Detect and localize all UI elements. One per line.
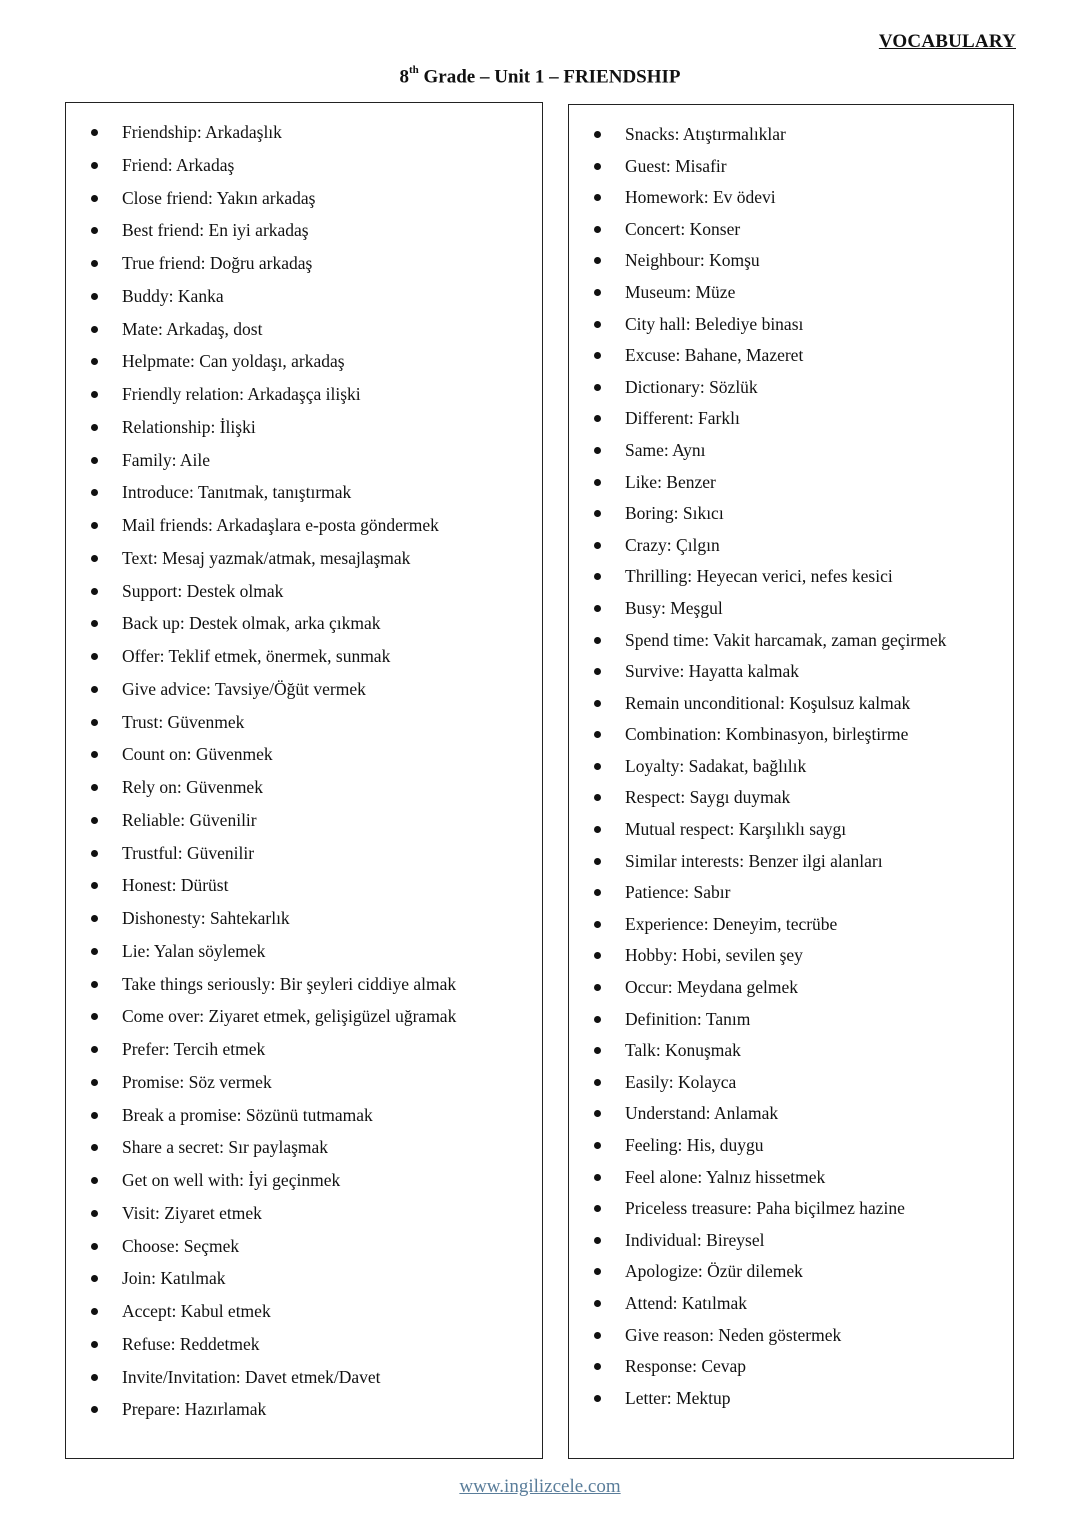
vocabulary-term: Understand: Anlamak bbox=[625, 1103, 779, 1124]
vocabulary-item bbox=[66, 873, 542, 906]
vocabulary-item bbox=[66, 742, 542, 775]
document-label: VOCABULARY bbox=[878, 31, 1016, 52]
bullet-icon bbox=[91, 326, 98, 333]
bullet-icon bbox=[91, 719, 98, 726]
vocabulary-term: Back up: Destek olmak, arka çıkmak bbox=[122, 613, 381, 634]
vocabulary-item bbox=[66, 1332, 542, 1365]
vocabulary-item bbox=[569, 1259, 1013, 1291]
vocabulary-term: Offer: Teklif etmek, önermek, sunmak bbox=[122, 646, 391, 666]
bullet-icon bbox=[594, 573, 601, 580]
vocabulary-item bbox=[66, 513, 542, 546]
vocabulary-item bbox=[66, 218, 542, 251]
vocabulary-term: Snacks: Atıştırmalıklar bbox=[625, 124, 786, 144]
bullet-icon bbox=[91, 948, 98, 955]
bullet-icon bbox=[594, 1268, 601, 1275]
vocabulary-term: Neighbour: Komşu bbox=[625, 250, 760, 271]
bullet-icon bbox=[594, 826, 601, 833]
page-title bbox=[0, 66, 1080, 88]
vocabulary-term: Invite/Invitation: Davet etmek/Davet bbox=[122, 1366, 381, 1387]
vocabulary-item bbox=[569, 596, 1013, 628]
vocabulary-term: Give advice: Tavsiye/Öğüt vermek bbox=[122, 678, 366, 699]
vocabulary-term: Guest: Misafir bbox=[625, 155, 727, 176]
bullet-icon bbox=[594, 1300, 601, 1307]
vocabulary-item bbox=[569, 1038, 1013, 1070]
bullet-icon bbox=[91, 522, 98, 529]
vocabulary-item bbox=[569, 248, 1013, 280]
vocabulary-item bbox=[569, 280, 1013, 312]
vocabulary-term: Relationship: İlişki bbox=[122, 416, 256, 437]
vocabulary-term: Text: Mesaj yazmak/atmak, mesajlaşmak bbox=[122, 547, 411, 568]
vocabulary-item bbox=[569, 501, 1013, 533]
vocabulary-term: Dishonesty: Sahtekarlık bbox=[122, 908, 290, 928]
bullet-icon bbox=[91, 1308, 98, 1315]
bullet-icon bbox=[91, 457, 98, 464]
vocabulary-term: Refuse: Reddetmek bbox=[122, 1333, 260, 1354]
vocabulary-item bbox=[66, 284, 542, 317]
vocabulary-item bbox=[569, 880, 1013, 912]
bullet-icon bbox=[91, 817, 98, 824]
vocabulary-item bbox=[66, 775, 542, 808]
vocabulary-item bbox=[66, 480, 542, 513]
vocabulary-item bbox=[569, 1386, 1013, 1418]
vocabulary-term: Prefer: Tercih etmek bbox=[122, 1039, 266, 1059]
vocabulary-item bbox=[569, 975, 1013, 1007]
vocabulary-term: Thrilling: Heyecan verici, nefes kesici bbox=[625, 566, 893, 587]
bullet-icon bbox=[91, 424, 98, 431]
bullet-icon bbox=[91, 653, 98, 660]
vocabulary-term: Visit: Ziyaret etmek bbox=[122, 1202, 262, 1223]
vocabulary-item bbox=[569, 533, 1013, 565]
vocabulary-item bbox=[66, 1365, 542, 1398]
bullet-icon bbox=[91, 1112, 98, 1119]
vocabulary-term: Mail friends: Arkadaşlara e-posta göndermek bbox=[122, 515, 439, 535]
bullet-icon bbox=[91, 620, 98, 627]
vocabulary-term: Museum: Müze bbox=[625, 281, 736, 302]
vocabulary-term: Experience: Deneyim, tecrübe bbox=[625, 913, 838, 934]
vocabulary-item bbox=[66, 415, 542, 448]
vocabulary-item bbox=[569, 375, 1013, 407]
bullet-icon bbox=[91, 784, 98, 791]
bullet-icon bbox=[91, 1144, 98, 1151]
bullet-icon bbox=[91, 1046, 98, 1053]
vocabulary-item bbox=[569, 817, 1013, 849]
title-grade-suffix: th bbox=[408, 64, 419, 76]
bullet-icon bbox=[91, 129, 98, 136]
bullet-icon bbox=[594, 447, 601, 454]
vocabulary-term: Different: Farklı bbox=[625, 408, 740, 429]
vocabulary-item bbox=[569, 754, 1013, 786]
vocabulary-item bbox=[569, 1196, 1013, 1228]
vocabulary-item bbox=[569, 217, 1013, 249]
bullet-icon bbox=[594, 763, 601, 770]
vocabulary-term: Individual: Bireysel bbox=[625, 1229, 765, 1250]
vocabulary-item bbox=[569, 943, 1013, 975]
bullet-icon bbox=[91, 1210, 98, 1217]
bullet-icon bbox=[91, 1177, 98, 1184]
vocabulary-term: Lie: Yalan söylemek bbox=[122, 940, 266, 961]
vocabulary-term: Introduce: Tanıtmak, tanıştırmak bbox=[122, 482, 352, 503]
bullet-icon bbox=[594, 1363, 601, 1370]
vocabulary-term: Occur: Meydana gelmek bbox=[625, 977, 798, 998]
bullet-icon bbox=[594, 194, 601, 201]
vocabulary-term: City hall: Belediye binası bbox=[625, 313, 804, 334]
vocabulary-item bbox=[66, 808, 542, 841]
bullet-icon bbox=[594, 858, 601, 865]
vocabulary-term: Letter: Mektup bbox=[625, 1387, 731, 1408]
bullet-icon bbox=[594, 952, 601, 959]
vocabulary-term: Homework: Ev ödevi bbox=[625, 187, 776, 208]
vocabulary-item bbox=[66, 1004, 542, 1037]
bullet-icon bbox=[594, 163, 601, 170]
vocabulary-item bbox=[66, 251, 542, 284]
bullet-icon bbox=[594, 321, 601, 328]
vocabulary-item bbox=[66, 382, 542, 415]
vocabulary-term: Definition: Tanım bbox=[625, 1008, 751, 1029]
vocabulary-item bbox=[66, 710, 542, 743]
title-rest: Grade – Unit 1 – FRIENDSHIP bbox=[418, 66, 681, 88]
vocabulary-term: Mutual respect: Karşılıklı saygı bbox=[625, 819, 847, 840]
bullet-icon bbox=[594, 1110, 601, 1117]
vocabulary-term: Take things seriously: Bir şeyleri ciddiye almak bbox=[122, 973, 457, 994]
vocabulary-term: Apologize: Özür dilemek bbox=[625, 1261, 803, 1282]
vocabulary-term: Join: Katılmak bbox=[122, 1268, 226, 1289]
vocabulary-term: Response: Cevap bbox=[625, 1356, 747, 1377]
bullet-icon bbox=[594, 984, 601, 991]
vocabulary-item bbox=[569, 438, 1013, 470]
bullet-icon bbox=[594, 668, 601, 675]
bullet-icon bbox=[91, 588, 98, 595]
vocabulary-item bbox=[66, 1135, 542, 1168]
vocabulary-item bbox=[569, 470, 1013, 502]
vocabulary-term: Excuse: Bahane, Mazeret bbox=[625, 345, 804, 366]
bullet-icon bbox=[91, 260, 98, 267]
bullet-icon bbox=[594, 1016, 601, 1023]
bullet-icon bbox=[594, 1047, 601, 1054]
vocabulary-item bbox=[66, 677, 542, 710]
vocabulary-item bbox=[66, 448, 542, 481]
bullet-icon bbox=[91, 293, 98, 300]
vocabulary-term: Reliable: Güvenilir bbox=[122, 809, 257, 830]
vocabulary-term: Attend: Katılmak bbox=[625, 1292, 747, 1313]
vocabulary-item bbox=[66, 1299, 542, 1332]
bullet-icon bbox=[91, 555, 98, 562]
bullet-icon bbox=[594, 542, 601, 549]
vocabulary-term: Spend time: Vakit harcamak, zaman geçirmek bbox=[625, 629, 947, 650]
bullet-icon bbox=[91, 751, 98, 758]
vocabulary-term: Priceless treasure: Paha biçilmez hazine bbox=[625, 1198, 905, 1219]
vocabulary-term: Prepare: Hazırlamak bbox=[122, 1399, 267, 1420]
vocabulary-term: Trust: Güvenmek bbox=[122, 711, 245, 732]
vocabulary-item bbox=[66, 972, 542, 1005]
vocabulary-item bbox=[66, 579, 542, 612]
vocabulary-term: Patience: Sabır bbox=[625, 882, 731, 903]
vocabulary-term: Talk: Konuşmak bbox=[625, 1040, 741, 1061]
vocabulary-item bbox=[66, 1397, 542, 1430]
vocabulary-term: Busy: Meşgul bbox=[625, 597, 723, 618]
vocabulary-term: Friend: Arkadaş bbox=[122, 154, 235, 175]
vocabulary-item bbox=[569, 691, 1013, 723]
title-grade-number: 8 bbox=[399, 66, 409, 88]
bullet-icon bbox=[594, 1079, 601, 1086]
vocabulary-item bbox=[66, 841, 542, 874]
vocabulary-term: Best friend: En iyi arkadaş bbox=[122, 220, 309, 241]
bullet-icon bbox=[594, 637, 601, 644]
vocabulary-term: Accept: Kabul etmek bbox=[122, 1301, 271, 1321]
bullet-icon bbox=[91, 358, 98, 365]
vocabulary-item bbox=[569, 1007, 1013, 1039]
vocabulary-item bbox=[569, 312, 1013, 344]
vocabulary-item bbox=[66, 120, 542, 153]
vocabulary-term: Like: Benzer bbox=[625, 471, 716, 492]
vocabulary-item bbox=[569, 564, 1013, 596]
bullet-icon bbox=[91, 1341, 98, 1348]
vocabulary-term: Remain unconditional: Koşulsuz kalmak bbox=[625, 692, 911, 713]
bullet-icon bbox=[91, 227, 98, 234]
bullet-icon bbox=[91, 915, 98, 922]
bullet-icon bbox=[91, 882, 98, 889]
vocabulary-item bbox=[569, 1354, 1013, 1386]
vocabulary-term: Hobby: Hobi, sevilen şey bbox=[625, 945, 803, 966]
bullet-icon bbox=[594, 131, 601, 138]
vocabulary-item bbox=[569, 659, 1013, 691]
vocabulary-item bbox=[569, 1291, 1013, 1323]
vocabulary-term: Helpmate: Can yoldaşı, arkadaş bbox=[122, 351, 345, 372]
bullet-icon bbox=[594, 1395, 601, 1402]
vocabulary-term: Give reason: Neden göstermek bbox=[625, 1324, 842, 1345]
bullet-icon bbox=[91, 391, 98, 398]
bullet-icon bbox=[594, 731, 601, 738]
vocabulary-term: Same: Aynı bbox=[625, 439, 706, 460]
vocabulary-term: True friend: Doğru arkadaş bbox=[122, 253, 313, 273]
bullet-icon bbox=[594, 1237, 601, 1244]
vocabulary-item bbox=[66, 1201, 542, 1234]
vocabulary-term: Honest: Dürüst bbox=[122, 875, 229, 896]
bullet-icon bbox=[91, 1406, 98, 1413]
vocabulary-item bbox=[569, 1165, 1013, 1197]
vocabulary-item bbox=[66, 186, 542, 219]
bullet-icon bbox=[594, 384, 601, 391]
bullet-icon bbox=[91, 1013, 98, 1020]
vocabulary-item bbox=[66, 1070, 542, 1103]
bullet-icon bbox=[594, 1174, 601, 1181]
vocabulary-term: Combination: Kombinasyon, birleştirme bbox=[625, 724, 909, 745]
bullet-icon bbox=[91, 195, 98, 202]
vocabulary-item bbox=[569, 1228, 1013, 1260]
vocabulary-term: Mate: Arkadaş, dost bbox=[122, 318, 263, 339]
bullet-icon bbox=[594, 794, 601, 801]
vocabulary-term: Boring: Sıkıcı bbox=[625, 503, 724, 524]
vocabulary-term: Share a secret: Sır paylaşmak bbox=[122, 1137, 329, 1158]
vocabulary-item bbox=[66, 611, 542, 644]
bullet-icon bbox=[91, 1243, 98, 1250]
bullet-icon bbox=[594, 1332, 601, 1339]
bullet-icon bbox=[594, 700, 601, 707]
vocabulary-item bbox=[569, 185, 1013, 217]
website-link[interactable]: www.ingilizcele.com bbox=[459, 1476, 621, 1497]
vocabulary-term: Close friend: Yakın arkadaş bbox=[122, 187, 316, 208]
vocabulary-item bbox=[569, 122, 1013, 154]
vocabulary-item bbox=[569, 1323, 1013, 1355]
vocabulary-term: Crazy: Çılgın bbox=[625, 534, 720, 555]
bullet-icon bbox=[594, 289, 601, 296]
vocabulary-item bbox=[66, 1266, 542, 1299]
bullet-icon bbox=[594, 889, 601, 896]
bullet-icon bbox=[91, 850, 98, 857]
bullet-icon bbox=[594, 352, 601, 359]
bullet-icon bbox=[594, 1205, 601, 1212]
vocabulary-term: Similar interests: Benzer ilgi alanları bbox=[625, 850, 883, 871]
vocabulary-item bbox=[66, 1103, 542, 1136]
vocabulary-term: Promise: Söz vermek bbox=[122, 1071, 272, 1092]
vocabulary-item bbox=[569, 785, 1013, 817]
vocabulary-item bbox=[569, 1101, 1013, 1133]
bullet-icon bbox=[91, 1374, 98, 1381]
vocabulary-item bbox=[569, 343, 1013, 375]
vocabulary-item bbox=[569, 1133, 1013, 1165]
vocabulary-item bbox=[66, 349, 542, 382]
vocabulary-item bbox=[66, 1234, 542, 1267]
vocabulary-term: Come over: Ziyaret etmek, gelişigüzel uğramak bbox=[122, 1006, 457, 1027]
bullet-icon bbox=[594, 257, 601, 264]
vocabulary-item bbox=[66, 906, 542, 939]
vocabulary-item bbox=[569, 849, 1013, 881]
bullet-icon bbox=[91, 981, 98, 988]
bullet-icon bbox=[594, 1142, 601, 1149]
vocabulary-term: Dictionary: Sözlük bbox=[625, 376, 758, 397]
vocabulary-term: Respect: Saygı duymak bbox=[625, 787, 791, 808]
vocabulary-term: Feeling: His, duygu bbox=[625, 1135, 764, 1155]
vocabulary-term: Survive: Hayatta kalmak bbox=[625, 661, 799, 682]
bullet-icon bbox=[594, 510, 601, 517]
vocabulary-term: Feel alone: Yalnız hissetmek bbox=[625, 1166, 826, 1187]
bullet-icon bbox=[91, 1079, 98, 1086]
vocabulary-item bbox=[569, 154, 1013, 186]
vocabulary-item bbox=[66, 1037, 542, 1070]
vocabulary-term: Break a promise: Sözünü tutmamak bbox=[122, 1104, 373, 1125]
vocabulary-list-left bbox=[66, 120, 542, 1430]
bullet-icon bbox=[91, 489, 98, 496]
vocabulary-term: Buddy: Kanka bbox=[122, 285, 224, 306]
vocabulary-term: Friendly relation: Arkadaşça ilişki bbox=[122, 384, 361, 404]
vocabulary-box-left bbox=[65, 102, 543, 1459]
bullet-icon bbox=[594, 605, 601, 612]
vocabulary-term: Get on well with: İyi geçinmek bbox=[122, 1170, 341, 1190]
vocabulary-term: Support: Destek olmak bbox=[122, 580, 284, 601]
bullet-icon bbox=[594, 226, 601, 233]
vocabulary-box-right bbox=[568, 104, 1014, 1459]
bullet-icon bbox=[594, 415, 601, 422]
vocabulary-item bbox=[569, 628, 1013, 660]
vocabulary-term: Choose: Seçmek bbox=[122, 1235, 240, 1256]
vocabulary-term: Trustful: Güvenilir bbox=[122, 842, 255, 863]
vocabulary-term: Rely on: Güvenmek bbox=[122, 777, 263, 797]
vocabulary-term: Family: Aile bbox=[122, 449, 210, 470]
bullet-icon bbox=[594, 921, 601, 928]
bullet-icon bbox=[91, 1275, 98, 1282]
vocabulary-item bbox=[66, 153, 542, 186]
vocabulary-item bbox=[569, 406, 1013, 438]
bullet-icon bbox=[594, 479, 601, 486]
vocabulary-item bbox=[66, 1168, 542, 1201]
vocabulary-term: Concert: Konser bbox=[625, 218, 741, 239]
vocabulary-list-right bbox=[569, 122, 1013, 1417]
vocabulary-item bbox=[66, 546, 542, 579]
vocabulary-item bbox=[66, 939, 542, 972]
vocabulary-item bbox=[569, 1070, 1013, 1102]
vocabulary-term: Easily: Kolayca bbox=[625, 1071, 737, 1092]
vocabulary-term: Friendship: Arkadaşlık bbox=[122, 122, 282, 142]
vocabulary-item bbox=[569, 912, 1013, 944]
bullet-icon bbox=[91, 686, 98, 693]
vocabulary-item bbox=[66, 644, 542, 677]
vocabulary-item bbox=[569, 722, 1013, 754]
vocabulary-item bbox=[66, 317, 542, 350]
vocabulary-term: Loyalty: Sadakat, bağlılık bbox=[625, 755, 807, 776]
vocabulary-term: Count on: Güvenmek bbox=[122, 744, 273, 765]
bullet-icon bbox=[91, 162, 98, 169]
